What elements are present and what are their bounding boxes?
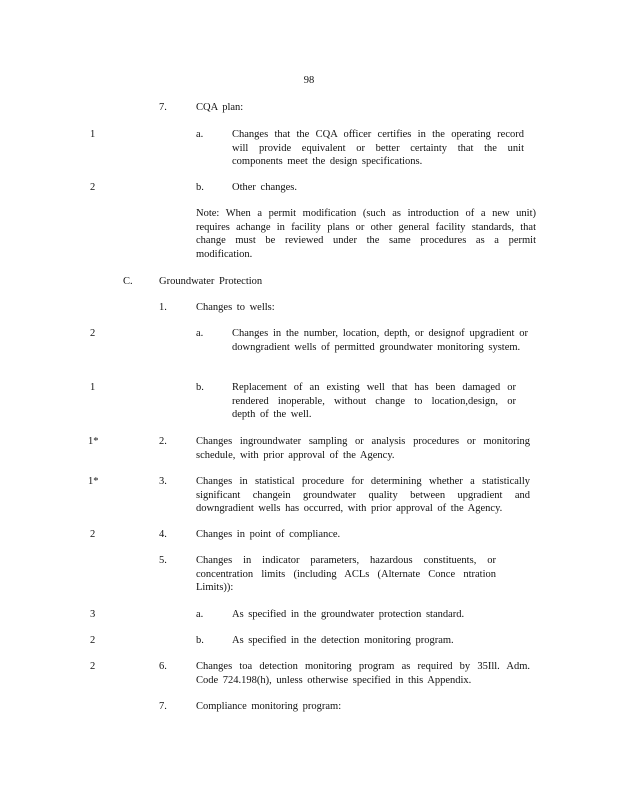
page-number: 98: [303, 75, 315, 86]
item-label: a.: [196, 328, 204, 339]
item-label: 7.: [159, 701, 167, 712]
change-class: 1: [90, 129, 96, 140]
item-text: Compliance monitoring program:: [196, 701, 342, 712]
item-text: Changes in point of compliance.: [196, 529, 341, 540]
item-label: 4.: [159, 529, 167, 540]
change-class: 2: [90, 182, 96, 193]
item-text: As specified in the detection monitoring program.: [232, 635, 454, 646]
change-class: 2: [90, 529, 96, 540]
item-label: 6.: [159, 661, 167, 672]
item-label: 1.: [159, 302, 167, 313]
item-text: Replacement of an existing well that has been damaged or rendered inoperable, without change to location,design, or depth of the well.: [232, 382, 516, 420]
item-label: a.: [196, 129, 204, 140]
item-text: Changes in statistical procedure for determining whether a statistically significant changein groundwater quality between upgradient and downgradient wells has occurred, with prior approval of the Agency.: [196, 476, 530, 514]
note-paragraph: Note: When a permit modification (such as introduction of a new unit) requires achange in facility plans or other general facility standards, that change must be reviewed under the same procedures as a permit modification.: [196, 208, 536, 260]
item-text: Changes that the CQA officer certifies in the operating record will provide equivalent or better certainty that the unit components meet the design specifications.: [232, 129, 524, 167]
item-label: b.: [196, 382, 204, 393]
item-text: CQA plan:: [196, 102, 244, 113]
change-class: 3: [90, 609, 96, 620]
item-text: Changes to wells:: [196, 302, 275, 313]
change-class: 2: [90, 328, 96, 339]
item-label: a.: [196, 609, 204, 620]
item-label: 2.: [159, 436, 167, 447]
item-text: Changes in the number, location, depth, or designof upgradient or downgradient wells of permitted groundwater monitoring system.: [232, 328, 528, 353]
item-label: 5.: [159, 555, 167, 566]
item-text: As specified in the groundwater protection standard.: [232, 609, 465, 620]
change-class: 2: [90, 661, 96, 672]
item-text: Changes toa detection monitoring program as required by 35Ill. Adm. Code 724.198(h), unless otherwise specified in this Appendix.: [196, 661, 530, 686]
item-text: Changes ingroundwater sampling or analysis procedures or monitoring schedule, with prior approval of the Agency.: [196, 436, 530, 461]
change-class: 1*: [88, 476, 99, 487]
section-heading: Groundwater Protection: [159, 276, 263, 287]
item-text: Other changes.: [232, 182, 297, 193]
item-label: b.: [196, 182, 204, 193]
item-label: 7.: [159, 102, 167, 113]
change-class: 2: [90, 635, 96, 646]
item-label: 3.: [159, 476, 167, 487]
section-label: C.: [123, 276, 133, 287]
item-label: b.: [196, 635, 204, 646]
change-class: 1: [90, 382, 96, 393]
change-class: 1*: [88, 436, 99, 447]
item-text: Changes in indicator parameters, hazardous constituents, or concentration limits (including ACLs (Alternate Conce ntration Limits)):: [196, 555, 496, 593]
